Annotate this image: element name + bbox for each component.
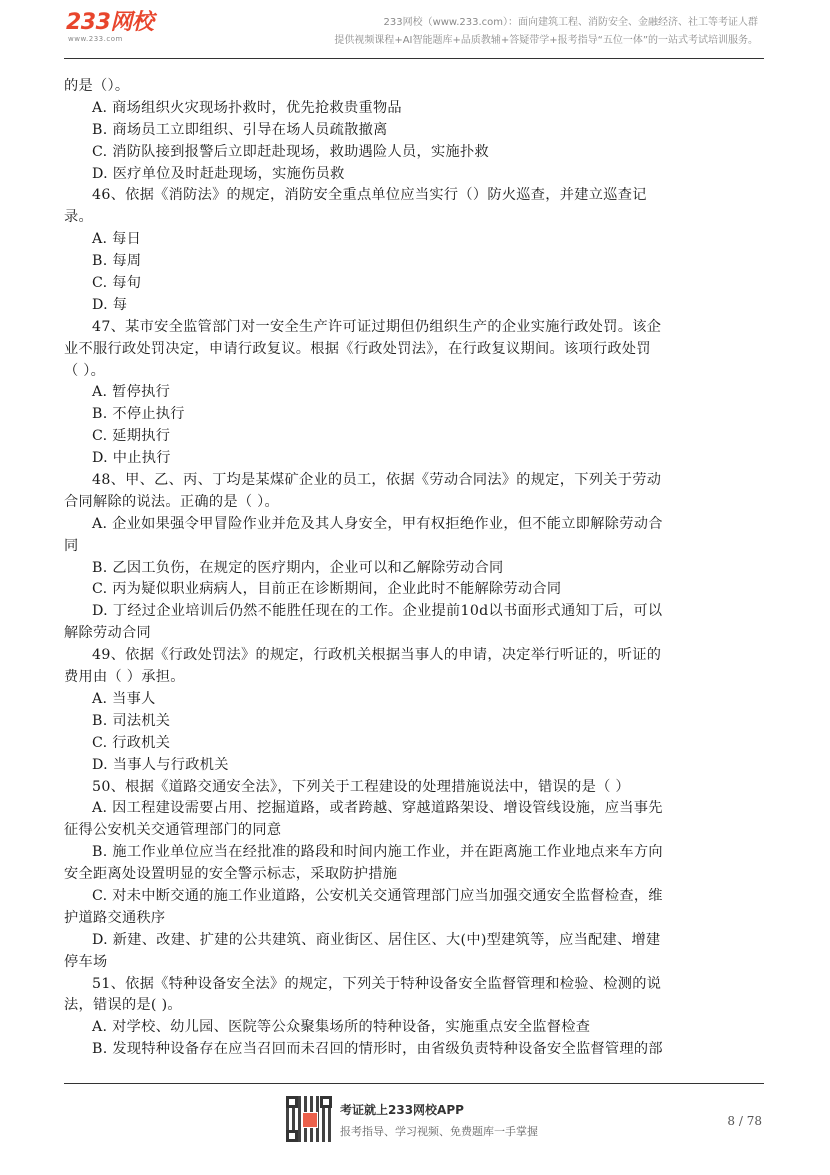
page-header: [0, 0, 830, 62]
text-line: A. 当事人: [92, 690, 156, 707]
text-line: B. 施工作业单位应当在经批准的路段和时间内施工作业，并在距离施工作业地点来车方向: [92, 844, 663, 861]
text-line: 费用由（ ）承担。: [64, 669, 185, 686]
text-line: 50、根据《道路交通安全法》，下列关于工程建设的处理措施说法中，错误的是（ ）: [92, 778, 630, 795]
text-line: 49、依据《行政处罚法》的规定，行政机关根据当事人的申请，决定举行听证的，听证的: [92, 647, 662, 664]
text-line: 解除劳动合同: [64, 625, 151, 642]
text-line: A. 商场组织火灾现场扑救时，优先抢救贵重物品: [92, 99, 402, 116]
header-info: [334, 14, 758, 50]
text-line: A. 对学校、幼儿园、医院等公众聚集场所的特种设备，实施重点安全监督检查: [92, 1019, 591, 1036]
text-line: A. 企业如果强令甲冒险作业并危及其人身安全，甲有权拒绝作业，但不能立即解除劳动合: [92, 515, 663, 532]
qr-code-icon[interactable]: [286, 1096, 332, 1142]
text-line: C. 延期执行: [92, 428, 171, 445]
text-line: A. 每日: [92, 231, 142, 248]
text-line: B. 发现特种设备存在应当召回而未召回的情形时，由省级负责特种设备安全监督管理的部: [92, 1041, 663, 1058]
text-line: B. 不停止执行: [92, 406, 185, 423]
logo-wordmark: 233网校: [66, 10, 154, 35]
text-line: 录。: [64, 209, 93, 226]
text-line: B. 商场员工立即组织、引导在场人员疏散撤离: [92, 121, 388, 138]
text-line: 停车场: [64, 953, 108, 970]
text-line: C. 每旬: [92, 275, 142, 292]
text-line: B. 乙因工负伤，在规定的医疗期内，企业可以和乙解除劳动合同: [92, 559, 504, 576]
text-line: B. 司法机关: [92, 712, 171, 729]
text-line: D. 每: [92, 296, 128, 313]
text-line: D. 当事人与行政机关: [92, 756, 229, 773]
text-line: C. 行政机关: [92, 734, 171, 751]
text-line: 征得公安机关交通管理部门的同意: [64, 822, 282, 839]
qr-logo-icon: [302, 1112, 318, 1128]
qr-finder-top-right: [320, 1096, 332, 1108]
footer-app-title: 考证就上233网校APP: [340, 1103, 464, 1117]
text-line: 的是（）。: [64, 78, 130, 94]
text-line: D. 丁经过企业培训后仍然不能胜任现在的工作。企业提前10d以书面形式通知丁后，可以: [92, 603, 663, 620]
text-line: A. 因工程建设需要占用、挖掘道路，或者跨越、穿越道路架设、增设管线设施，应当事先: [92, 800, 663, 817]
qr-finder-top-left: [286, 1096, 298, 1108]
qr-finder-bottom-left: [286, 1130, 298, 1142]
text-line: （ ）。: [64, 362, 106, 379]
document-body: [64, 76, 766, 1061]
header-divider: [64, 58, 764, 59]
page-number: 8 / 78: [727, 1114, 762, 1128]
text-line: C. 消防队接到报警后立即赶赴现场，救助遇险人员，实施扑救: [92, 143, 489, 160]
text-line: D. 中止执行: [92, 450, 171, 467]
logo-url: www.233.com: [68, 35, 123, 43]
text-line: D. 新建、改建、扩建的公共建筑、商业街区、居住区、大(中)型建筑等，应当配建、增建: [92, 931, 661, 948]
text-line: B. 每周: [92, 253, 142, 270]
text-line: C. 对未中断交通的施工作业道路，公安机关交通管理部门应当加强交通安全监督检查，维: [92, 887, 663, 904]
text-line: C. 丙为疑似职业病病人，目前正在诊断期间，企业此时不能解除劳动合同: [92, 581, 562, 598]
text-line: 46、依据《消防法》的规定，消防安全重点单位应当实行（）防火巡查，并建立巡查记: [92, 187, 647, 204]
footer-app-subtitle: 报考指导、学习视频、免费题库一手掌握: [340, 1125, 538, 1138]
text-line: 法，错误的是( )。: [64, 997, 182, 1014]
text-line: 护道路交通秩序: [64, 909, 166, 926]
footer-divider: [64, 1083, 764, 1084]
text-line: 合同解除的说法。正确的是（ ）。: [64, 493, 280, 510]
text-line: 同: [64, 537, 79, 554]
text-line: 51、依据《特种设备安全法》的规定，下列关于特种设备安全监督管理和检验、检测的说: [92, 975, 662, 992]
text-line: 48、甲、乙、丙、丁均是某煤矿企业的员工，依据《劳动合同法》的规定，下列关于劳动: [92, 472, 662, 489]
header-info-line-2: 提供视频课程+AI智能题库+品质教辅+答疑带学+报考指导“五位一体”的一站式考试培训服务。: [334, 35, 758, 46]
text-line: A. 暂停执行: [92, 384, 171, 401]
text-line: 安全距离处设置明显的安全警示标志，采取防护措施: [64, 866, 398, 883]
text-line: D. 医疗单位及时赶赴现场，实施伤员救: [92, 165, 345, 182]
text-line: 47、某市安全监管部门对一安全生产许可证过期但仍组织生产的企业实施行政处罚。该企: [92, 318, 662, 335]
header-info-line-1: 233网校（www.233.com）：面向建筑工程、消防安全、金融经济、社工等考证人群: [383, 17, 758, 28]
brand-logo[interactable]: [66, 10, 166, 44]
text-line: 业不服行政处罚决定，申请行政复议。根据《行政处罚法》，在行政复议期间。该项行政处罚: [64, 340, 651, 357]
